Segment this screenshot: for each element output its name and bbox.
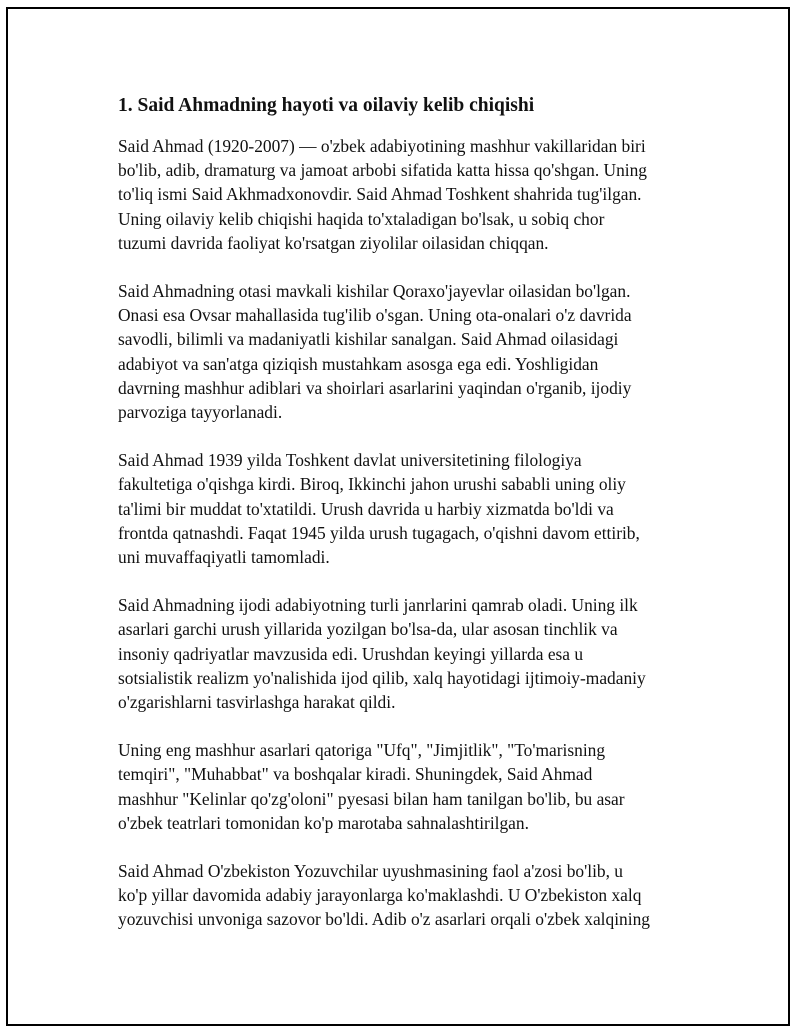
document-page [6, 7, 790, 1026]
text-line: ta'limi bir muddat to'xtatildi. Urush davrida u harbiy xizmatda bo'ldi va [118, 498, 614, 519]
text-line: Said Ahmad O'zbekiston Yozuvchilar uyushmasining faol a'zosi bo'lib, u [118, 861, 623, 882]
paragraph-3 [118, 448, 700, 569]
text-line: adabiyot va san'atga qiziqish mustahkam asosga ega edi. Yoshligidan [118, 353, 599, 374]
document-body [118, 93, 700, 956]
text-line: davrning mashhur adiblari va shoirlari asarlarini yaqindan o'rganib, ijodiy [118, 377, 632, 398]
paragraph-1 [118, 134, 700, 255]
text-line: Said Ahmad 1939 yilda Toshkent davlat universitetining filologiya [118, 450, 582, 471]
text-line: frontda qatnashdi. Faqat 1945 yilda urush tugagach, o'qishni davom ettirib, [118, 522, 640, 543]
text-line: yozuvchisi unvoniga sazovor bo'ldi. Adib o'z asarlari orqali o'zbek xalqining [118, 909, 650, 930]
text-line: to'liq ismi Said Akhmadxonovdir. Said Ahmad Toshkent shahrida tug'ilgan. [118, 184, 642, 205]
text-line: Uning oilaviy kelib chiqishi haqida to'xtaladigan bo'lsak, u sobiq chor [118, 208, 605, 229]
text-line: Said Ahmad (1920-2007) — o'zbek adabiyotining mashhur vakillaridan biri [118, 136, 646, 156]
text-line: tuzumi davrida faoliyat ko'rsatgan ziyolilar oilasidan chiqqan. [118, 232, 549, 253]
text-line: savodli, bilimli va madaniyatli kishilar sanalgan. Said Ahmad oilasidagi [118, 329, 619, 350]
text-line: uni muvaffaqiyatli tamomladi. [118, 547, 330, 568]
paragraph-container [118, 134, 700, 932]
text-line: Onasi esa Ovsar mahallasida tug'ilib o'sgan. Uning ota-onalari o'z davrida [118, 305, 632, 326]
text-line: insoniy qadriyatlar mavzusida edi. Urushdan keyingi yillarda esa u [118, 643, 584, 664]
paragraph-5 [118, 738, 700, 835]
paragraph-4 [118, 593, 700, 714]
section-heading: 1. Said Ahmadning hayoti va oilaviy kelib chiqishi [118, 95, 535, 116]
text-line: Said Ahmadning otasi mavkali kishilar Qoraxo'jayevlar oilasidan bo'lgan. [118, 281, 631, 302]
text-line: Said Ahmadning ijodi adabiyotning turli janrlarini qamrab oladi. Uning ilk [118, 595, 638, 616]
text-line: sotsialistik realizm yo'nalishida ijod qilib, xalq hayotidagi ijtimoiy-madaniy [118, 667, 646, 688]
text-line: bo'lib, adib, dramaturg va jamoat arbobi sifatida katta hissa qo'shgan. Uning [118, 160, 647, 181]
text-line: parvoziga tayyorlanadi. [118, 402, 283, 423]
text-line: mashhur "Kelinlar qo'zg'oloni" pyesasi bilan ham tanilgan bo'lib, bu asar [118, 788, 625, 809]
text-line: ko'p yillar davomida adabiy jarayonlarga ko'maklashdi. U O'zbekiston xalq [118, 885, 642, 906]
paragraph-2 [118, 279, 700, 424]
text-line: asarlari garchi urush yillarida yozilgan bo'lsa-da, ular asosan tinchlik va [118, 619, 618, 640]
text-line: fakultetiga o'qishga kirdi. Biroq, Ikkinchi jahon urushi sababli uning oliy [118, 474, 626, 495]
paragraph-6 [118, 859, 700, 932]
text-line: o'zbek teatrlari tomonidan ko'p marotaba sahnalashtirilgan. [118, 812, 529, 833]
text-line: temqiri", "Muhabbat" va boshqalar kiradi. Shuningdek, Said Ahmad [118, 764, 593, 785]
text-line: Uning eng mashhur asarlari qatoriga "Ufq", "Jimjitlik", "To'marisning [118, 740, 606, 761]
text-line: o'zgarishlarni tasvirlashga harakat qildi. [118, 692, 396, 713]
